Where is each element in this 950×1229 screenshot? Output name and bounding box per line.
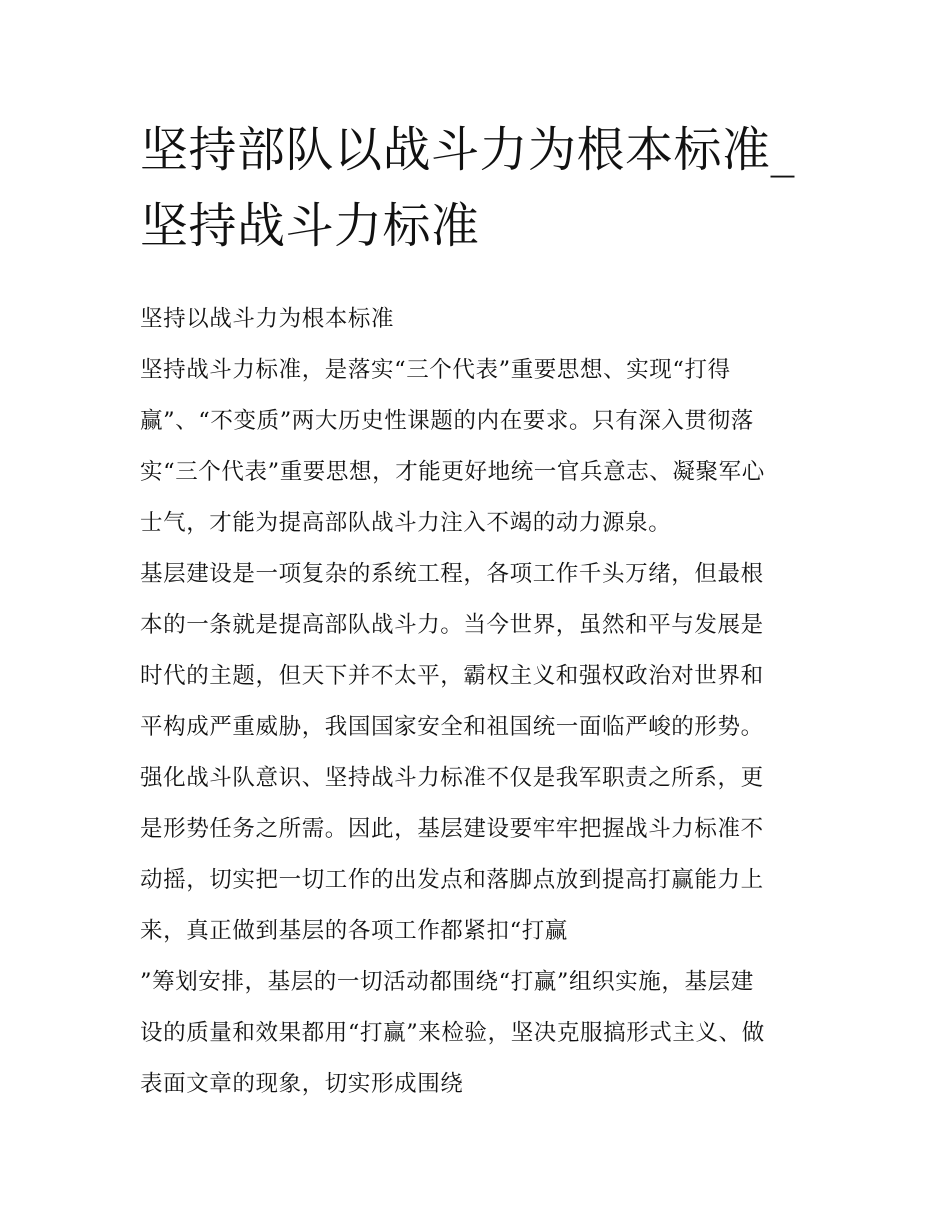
body-line: 动摇，切实把一切工作的出发点和落脚点放到提高打赢能力上 (140, 867, 764, 893)
document-body (140, 294, 812, 1110)
body-line: 强化战斗队意识、坚持战斗力标准不仅是我军职责之所系，更 (140, 765, 764, 791)
document-title (140, 112, 812, 264)
title-line-2: 坚持战斗力标准 (140, 198, 480, 254)
body-line: 实“三个代表”重要思想，才能更好地统一官兵意志、凝聚军心 (140, 459, 765, 485)
body-line: 本的一条就是提高部队战斗力。当今世界，虽然和平与发展是 (140, 612, 764, 638)
body-line: 表面文章的现象，切实形成围绕 (140, 1071, 464, 1097)
body-line: 是形势任务之所需。因此，基层建设要牢牢把握战斗力标准不 (140, 816, 764, 842)
body-line: ”筹划安排，基层的一切活动都围绕“打赢”组织实施，基层建 (140, 969, 754, 995)
body-line: 来，真正做到基层的各项工作都紧扣“打赢 (140, 918, 568, 944)
body-line-subtitle: 坚持以战斗力为根本标准 (140, 306, 395, 332)
title-line-1: 坚持部队以战斗力为根本标准_ (140, 122, 796, 178)
body-line: 基层建设是一项复杂的系统工程，各项工作千头万绪，但最根 (140, 561, 764, 587)
document-page (140, 112, 812, 1110)
body-line: 士气，才能为提高部队战斗力注入不竭的动力源泉。 (140, 510, 672, 536)
body-line: 平构成严重威胁，我国国家安全和祖国统一面临严峻的形势。 (140, 714, 764, 740)
body-line: 坚持战斗力标准，是落实“三个代表”重要思想、实现“打得 (140, 357, 731, 383)
body-line: 赢”、“不变质”两大历史性课题的内在要求。只有深入贯彻落 (140, 408, 754, 434)
body-line: 设的质量和效果都用“打赢”来检验，坚决克服搞形式主义、做 (140, 1020, 765, 1046)
body-line: 时代的主题，但天下并不太平，霸权主义和强权政治对世界和 (140, 663, 764, 689)
